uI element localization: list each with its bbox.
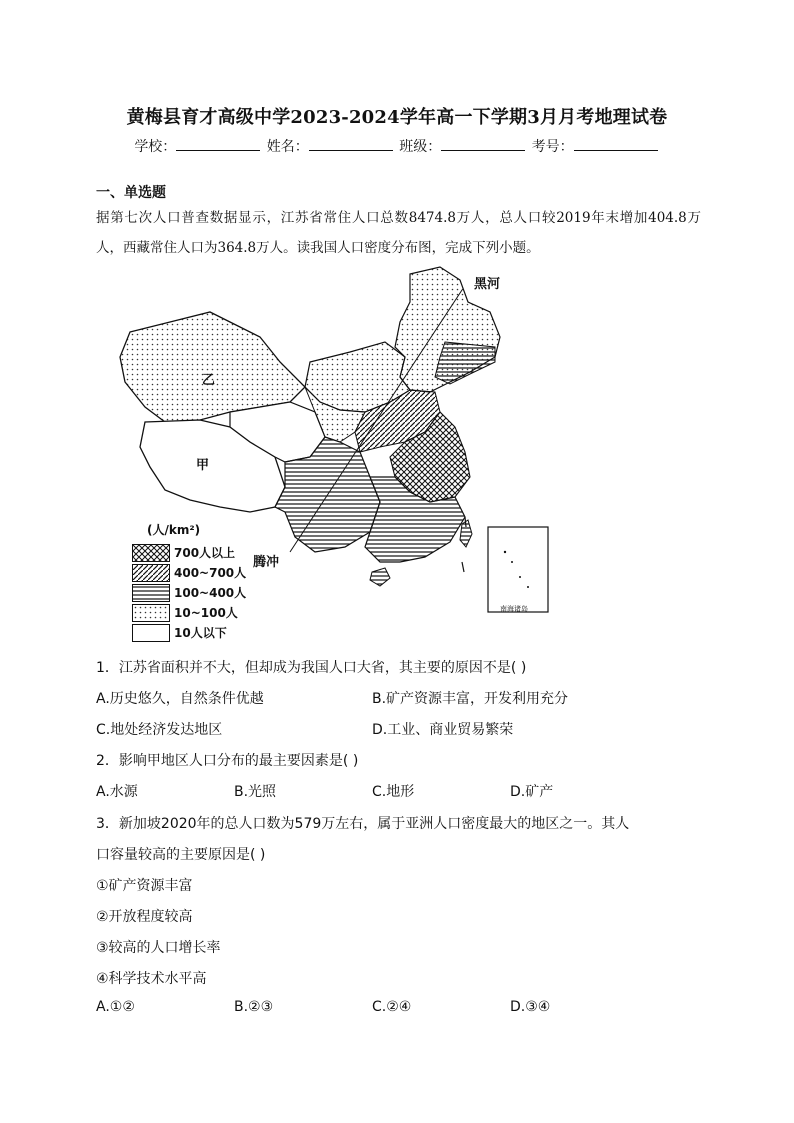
legend-label: 700人以上 bbox=[174, 546, 236, 560]
question-1-stem: 1．江苏省面积并不大，但却成为我国人口大省，其主要的原因不是( ) bbox=[96, 660, 527, 676]
map-label-jia: 甲 bbox=[196, 458, 210, 473]
name-blank bbox=[309, 136, 393, 151]
nine-dash-1 bbox=[462, 562, 464, 572]
inset-island bbox=[527, 586, 529, 588]
school-label: 学校： bbox=[134, 139, 177, 155]
legend-item bbox=[132, 603, 238, 622]
q3-item-4: ④科学技术水平高 bbox=[96, 971, 207, 987]
legend-item bbox=[132, 623, 227, 642]
q3-option-a[interactable]: A.①② bbox=[96, 999, 135, 1015]
map-label-yi: 乙 bbox=[202, 373, 216, 388]
number-label: 考号： bbox=[531, 139, 574, 155]
legend-label: 10人以下 bbox=[174, 626, 227, 640]
school-blank bbox=[176, 136, 260, 151]
legend-swatch-blank bbox=[132, 624, 170, 642]
legend-label: 100~400人 bbox=[174, 586, 247, 600]
legend-item bbox=[132, 543, 235, 562]
legend-item bbox=[132, 583, 246, 602]
q3-option-b[interactable]: B.②③ bbox=[234, 999, 274, 1015]
q2-option-c[interactable]: C.地形 bbox=[372, 784, 415, 800]
q2-option-b[interactable]: B.光照 bbox=[234, 784, 277, 800]
section-title: 一、单选题 bbox=[96, 185, 166, 201]
south-china-sea-inset bbox=[488, 527, 548, 612]
q1-option-b[interactable]: B.矿产资源丰富，开发利用充分 bbox=[372, 691, 569, 707]
q3-item-1: ①矿产资源丰富 bbox=[96, 878, 193, 894]
q1-option-d[interactable]: D.工业、商业贸易繁荣 bbox=[372, 722, 514, 738]
q3-option-d[interactable]: D.③④ bbox=[510, 999, 551, 1015]
map-label-heihe: 黑河 bbox=[474, 277, 501, 292]
inset-island bbox=[511, 561, 513, 563]
question-2-stem: 2．影响甲地区人口分布的最主要因素是( ) bbox=[96, 753, 359, 769]
inset-island bbox=[504, 551, 506, 553]
q3-item-2: ②开放程度较高 bbox=[96, 909, 193, 925]
legend-item bbox=[132, 563, 246, 582]
exam-info-line bbox=[0, 136, 794, 156]
legend-swatch-crosshatch bbox=[132, 544, 170, 562]
class-label: 班级： bbox=[399, 139, 442, 155]
question-3-stem-line1: 3．新加坡2020年的总人口数为579万左右，属于亚洲人口密度最大的地区之一。其人 bbox=[96, 816, 630, 832]
inset-island bbox=[519, 576, 521, 578]
number-blank bbox=[574, 136, 658, 151]
q1-option-c[interactable]: C.地处经济发达地区 bbox=[96, 722, 223, 738]
map-label-tengchong: 腾冲 bbox=[253, 555, 280, 570]
q3-option-c[interactable]: C.②④ bbox=[372, 999, 412, 1015]
q3-item-3: ③较高的人口增长率 bbox=[96, 940, 221, 956]
inset-label: 南海诸岛 bbox=[500, 605, 528, 613]
legend-swatch-diagonal bbox=[132, 564, 170, 582]
region-northeast-plain bbox=[435, 342, 495, 384]
q2-option-d[interactable]: D.矿产 bbox=[510, 784, 554, 800]
legend-title: (人/km²) bbox=[147, 523, 201, 537]
legend-label: 400~700人 bbox=[174, 566, 247, 580]
passage-text: 据第七次人口普查数据显示，江苏省常住人口总数8474.8万人，总人口较2019年末增加404.8万人，西藏常住人口为364.8万人。读我国人口密度分布图，完成下列小题。 bbox=[96, 210, 701, 256]
q1-option-a[interactable]: A.历史悠久，自然条件优越 bbox=[96, 691, 264, 707]
legend-label: 10~100人 bbox=[174, 606, 238, 620]
legend-swatch-dots bbox=[132, 604, 170, 622]
q2-option-a[interactable]: A.水源 bbox=[96, 784, 138, 800]
legend-swatch-horizontal bbox=[132, 584, 170, 602]
question-3-stem-line2: 口容量较高的主要原因是( ) bbox=[96, 847, 266, 863]
class-blank bbox=[441, 136, 525, 151]
exam-title: 黄梅县育才高级中学2023-2024学年高一下学期3月月考地理试卷 bbox=[126, 107, 668, 128]
region-hainan bbox=[370, 568, 390, 586]
name-label: 姓名： bbox=[266, 139, 309, 155]
